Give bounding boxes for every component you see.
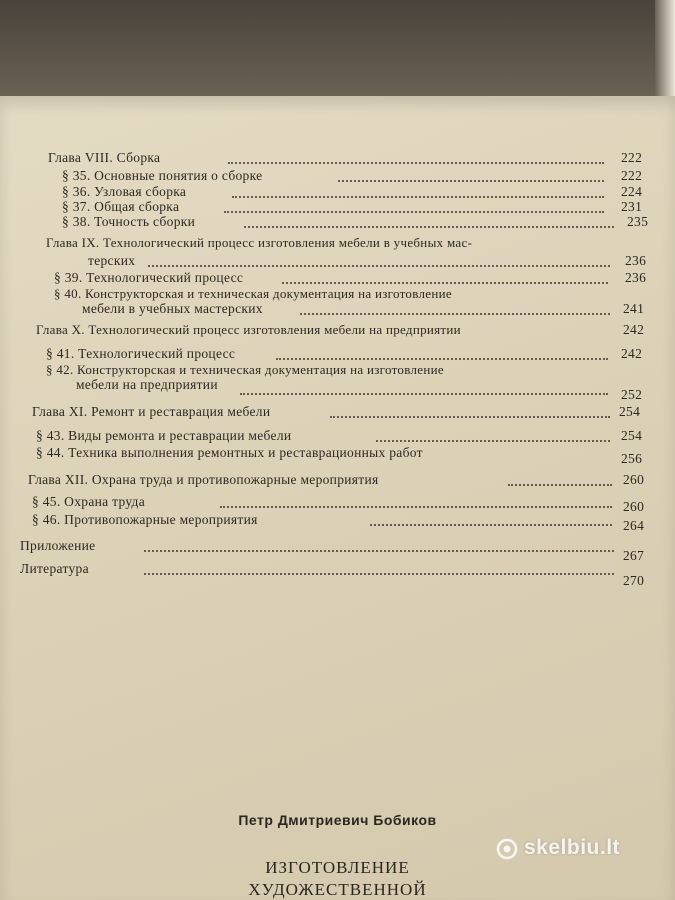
leader-dots <box>282 280 608 284</box>
book-edge <box>655 0 675 100</box>
toc-page-number: 260 <box>623 499 645 514</box>
toc-page-number: 241 <box>623 301 645 316</box>
toc-label: Глава XII. Охрана труда и противопожарные мероприятия <box>28 472 379 487</box>
leader-dots <box>330 414 610 418</box>
toc-entry <box>0 150 675 168</box>
toc-label: § 46. Противопожарные мероприятия <box>32 512 258 527</box>
toc-page-number: 256 <box>621 451 643 466</box>
toc-entry <box>0 428 675 446</box>
leader-dots <box>232 194 604 198</box>
leader-dots <box>370 522 612 526</box>
toc-page-number: 267 <box>623 548 645 563</box>
toc-label: § 36. Узловая сборка <box>62 184 187 199</box>
toc-entry <box>0 301 675 319</box>
toc-entry <box>0 512 675 533</box>
toc-entry <box>0 494 675 512</box>
leader-dots <box>508 482 612 486</box>
toc-label: § 45. Охрана труда <box>32 494 146 509</box>
leader-dots <box>224 209 604 213</box>
watermark: skelbiu.lt <box>524 836 621 859</box>
toc-label: Приложение <box>20 538 96 553</box>
leader-dots <box>144 571 614 575</box>
toc-entry <box>0 404 675 422</box>
toc-label: § 35. Основные понятия о сборке <box>62 168 263 183</box>
leader-dots <box>338 178 604 182</box>
toc-label: Глава IX. Технологический процесс изготовления мебели в учебных мас- <box>46 235 473 250</box>
toc-label: § 42. Конструкторская и техническая документация на изготовление <box>46 362 444 377</box>
watermark-logo-icon <box>496 838 518 860</box>
leader-dots <box>220 504 612 508</box>
toc-entry <box>0 538 675 563</box>
toc-page-number: 222 <box>621 150 643 165</box>
toc-label: § 40. Конструкторская и техническая документация на изготовление <box>54 286 452 301</box>
toc-page-number: 231 <box>621 199 643 214</box>
toc-entry <box>0 445 675 466</box>
toc-label: § 41. Технологический процесс <box>46 346 236 361</box>
toc-label: § 43. Виды ремонта и реставрации мебели <box>36 428 292 443</box>
toc-label: § 44. Техника выполнения ремонтных и реставрационных работ <box>36 445 423 460</box>
toc-page-number: 236 <box>625 270 647 285</box>
toc-entry <box>0 235 675 253</box>
leader-dots <box>240 391 608 395</box>
toc-page-number: 252 <box>621 387 643 402</box>
toc-label: мебели на предприятии <box>76 377 218 392</box>
toc-entry <box>0 561 675 588</box>
author-name: Петр Дмитриевич Бобиков <box>238 812 437 828</box>
toc-label: мебели в учебных мастерских <box>82 301 263 316</box>
toc-label: Глава VIII. Сборка <box>48 150 161 165</box>
toc-page-number: 254 <box>621 428 643 443</box>
leader-dots <box>276 356 608 360</box>
toc-page-number: 264 <box>623 518 645 533</box>
toc-entry <box>0 377 675 402</box>
toc-entry <box>0 214 675 232</box>
toc-label: Глава XI. Ремонт и реставрация мебели <box>32 404 271 419</box>
toc-page-number: 235 <box>627 214 649 229</box>
toc-label: § 38. Точность сборки <box>62 214 196 229</box>
toc-page-number: 242 <box>621 346 643 361</box>
background-above-page <box>0 0 675 100</box>
leader-dots <box>228 160 604 164</box>
book-title-line-1: ИЗГОТОВЛЕНИЕ <box>265 858 410 877</box>
toc-page-number: 260 <box>623 472 645 487</box>
toc-page-number: 270 <box>623 573 645 588</box>
toc-page-number: 224 <box>621 184 643 199</box>
toc-entry <box>0 472 675 490</box>
toc-page-number: 236 <box>625 253 647 268</box>
leader-dots <box>148 263 610 267</box>
leader-dots <box>376 438 610 442</box>
book-title-line-2: ХУДОЖЕСТВЕННОЙ <box>248 880 427 899</box>
toc-page-number: 222 <box>621 168 643 183</box>
toc-label: § 37. Общая сборка <box>62 199 180 214</box>
toc-label: § 39. Технологический процесс <box>54 270 244 285</box>
leader-dots <box>144 548 614 552</box>
leader-dots <box>300 311 610 315</box>
toc-label: терских <box>88 253 136 268</box>
toc-entry <box>0 253 675 271</box>
toc-page-number: 242 <box>623 322 645 337</box>
toc-label: Литература <box>20 561 89 576</box>
toc-entry <box>0 322 675 340</box>
toc-page-number: 254 <box>619 404 641 419</box>
toc-label: Глава X. Технологический процесс изготовления мебели на предприятии <box>36 322 461 337</box>
leader-dots <box>244 224 614 228</box>
